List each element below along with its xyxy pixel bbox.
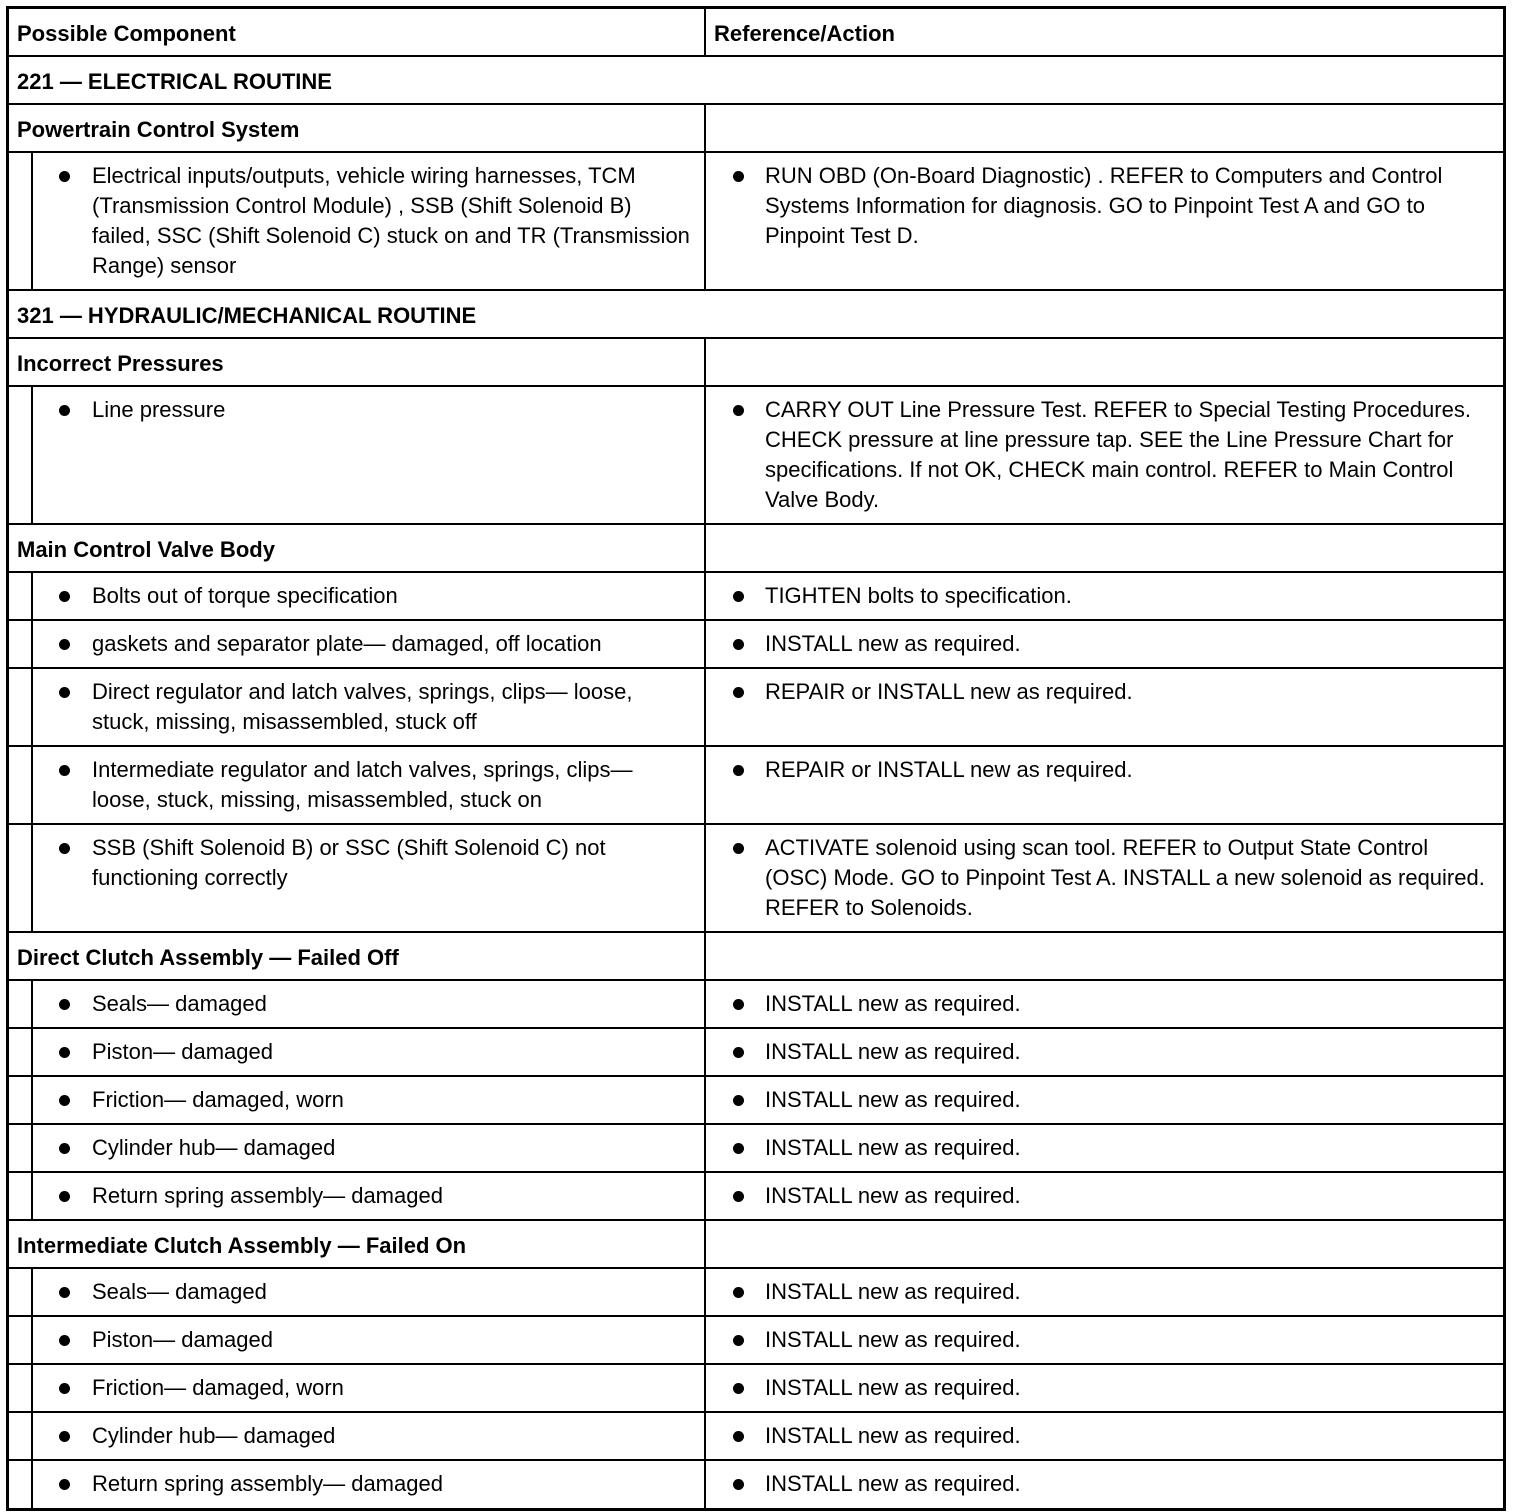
table-row — [9, 669, 1503, 747]
group-title-pressures: Incorrect Pressures — [17, 351, 224, 376]
table-row — [9, 747, 1503, 825]
bullet-icon — [733, 1431, 744, 1442]
component-text: Line pressure — [92, 397, 226, 422]
action-text: INSTALL new as required. — [765, 1375, 1021, 1400]
table-row — [9, 981, 1503, 1029]
component-text: SSB (Shift Solenoid B) or SSC (Shift Solenoid C) not functioning correctly — [92, 835, 606, 890]
component-text: Bolts out of torque specification — [92, 583, 398, 608]
bullet-icon — [733, 1143, 744, 1154]
table-row — [9, 1269, 1503, 1317]
action-text: TIGHTEN bolts to specification. — [765, 583, 1072, 608]
group-row-valve-body — [9, 525, 1503, 573]
action-text: INSTALL new as required. — [765, 1135, 1021, 1160]
bullet-icon — [59, 1095, 70, 1106]
bullet-icon — [733, 1047, 744, 1058]
bullet-icon — [733, 591, 744, 602]
bullet-icon — [733, 1335, 744, 1346]
bullet-icon — [733, 1479, 744, 1490]
diagnostic-table — [6, 6, 1506, 1511]
action-text: INSTALL new as required. — [765, 1183, 1021, 1208]
group-row-powertrain — [9, 105, 1503, 153]
action-text: RUN OBD (On-Board Diagnostic) . REFER to Computers and Control Systems Information for diagnosis. GO to Pinpoint Test A and GO to Pinpoint Test D. — [765, 163, 1443, 248]
table-row — [9, 1173, 1503, 1221]
component-text: Return spring assembly— damaged — [92, 1183, 443, 1208]
bullet-icon — [59, 405, 70, 416]
component-text: gaskets and separator plate— damaged, off location — [92, 631, 602, 656]
component-text: Piston— damaged — [92, 1039, 273, 1064]
component-text: Cylinder hub— damaged — [92, 1135, 336, 1160]
bullet-icon — [733, 843, 744, 854]
bullet-icon — [733, 999, 744, 1010]
bullet-icon — [59, 843, 70, 854]
group-title-direct-clutch: Direct Clutch Assembly — Failed Off — [17, 945, 399, 970]
action-text: INSTALL new as required. — [765, 1423, 1021, 1448]
bullet-icon — [733, 1287, 744, 1298]
component-text: Piston— damaged — [92, 1327, 273, 1352]
section-row-221 — [9, 57, 1503, 105]
action-text: INSTALL new as required. — [765, 1087, 1021, 1112]
component-text: Seals— damaged — [92, 991, 267, 1016]
action-text: CARRY OUT Line Pressure Test. REFER to Special Testing Procedures. CHECK pressure at line pressure tap. SEE the Line Pressure Chart for specifications. If not OK, CHECK main control. REFER to Main Control Valve Body. — [765, 397, 1471, 512]
component-text: Seals— damaged — [92, 1279, 267, 1304]
bullet-icon — [59, 1047, 70, 1058]
bullet-icon — [733, 1095, 744, 1106]
group-row-direct-clutch — [9, 933, 1503, 981]
table-row — [9, 573, 1503, 621]
table-row — [9, 1125, 1503, 1173]
table-header-row — [9, 9, 1503, 57]
bullet-icon — [59, 1335, 70, 1346]
bullet-icon — [59, 1143, 70, 1154]
component-text: Friction— damaged, worn — [92, 1375, 344, 1400]
bullet-icon — [59, 639, 70, 650]
action-text: INSTALL new as required. — [765, 991, 1021, 1016]
column-header-component: Possible Component — [17, 21, 236, 46]
bullet-icon — [733, 1383, 744, 1394]
table-row — [9, 1317, 1503, 1365]
component-text: Electrical inputs/outputs, vehicle wiring harnesses, TCM (Transmission Control Module) , SSB (Shift Solenoid B) failed, SSC (Shift Solenoid C) stuck on and TR (Transmission Range) sensor — [92, 163, 690, 278]
bullet-icon — [59, 1191, 70, 1202]
bullet-icon — [59, 1383, 70, 1394]
table-row — [9, 1365, 1503, 1413]
bullet-icon — [733, 1191, 744, 1202]
table-row — [9, 1413, 1503, 1461]
component-text: Friction— damaged, worn — [92, 1087, 344, 1112]
table-row — [9, 153, 1503, 291]
action-text: REPAIR or INSTALL new as required. — [765, 757, 1133, 782]
table-row — [9, 1029, 1503, 1077]
bullet-icon — [59, 1431, 70, 1442]
component-text: Cylinder hub— damaged — [92, 1423, 336, 1448]
bullet-icon — [733, 171, 744, 182]
action-text: REPAIR or INSTALL new as required. — [765, 679, 1133, 704]
table-row — [9, 1077, 1503, 1125]
action-text: INSTALL new as required. — [765, 1327, 1021, 1352]
component-text: Direct regulator and latch valves, springs, clips— loose, stuck, missing, misassembled, stuck off — [92, 679, 633, 734]
action-text: INSTALL new as required. — [765, 631, 1021, 656]
table-row — [9, 621, 1503, 669]
bullet-icon — [59, 687, 70, 698]
bullet-icon — [733, 639, 744, 650]
table-row — [9, 1461, 1503, 1508]
bullet-icon — [59, 591, 70, 602]
action-text: INSTALL new as required. — [765, 1039, 1021, 1064]
section-title-321: 321 — HYDRAULIC/MECHANICAL ROUTINE — [17, 303, 477, 328]
action-text: INSTALL new as required. — [765, 1279, 1021, 1304]
group-row-pressures — [9, 339, 1503, 387]
bullet-icon — [733, 405, 744, 416]
bullet-icon — [733, 687, 744, 698]
section-row-321 — [9, 291, 1503, 339]
bullet-icon — [59, 171, 70, 182]
bullet-icon — [59, 765, 70, 776]
group-title-intermediate-clutch: Intermediate Clutch Assembly — Failed On — [17, 1233, 467, 1258]
group-title-powertrain: Powertrain Control System — [17, 117, 300, 142]
table-row — [9, 825, 1503, 933]
column-header-action: Reference/Action — [714, 21, 895, 46]
bullet-icon — [59, 1287, 70, 1298]
group-row-intermediate-clutch — [9, 1221, 1503, 1269]
bullet-icon — [59, 1479, 70, 1490]
bullet-icon — [733, 765, 744, 776]
component-text: Intermediate regulator and latch valves, springs, clips— loose, stuck, missing, misassembled, stuck on — [92, 757, 633, 812]
component-text: Return spring assembly— damaged — [92, 1471, 443, 1496]
action-text: ACTIVATE solenoid using scan tool. REFER to Output State Control (OSC) Mode. GO to Pinpoint Test A. INSTALL a new solenoid as required. REFER to Solenoids. — [765, 835, 1485, 920]
bullet-icon — [59, 999, 70, 1010]
action-text: INSTALL new as required. — [765, 1471, 1021, 1496]
section-title-221: 221 — ELECTRICAL ROUTINE — [17, 69, 332, 94]
table-row — [9, 387, 1503, 525]
group-title-valve-body: Main Control Valve Body — [17, 537, 275, 562]
